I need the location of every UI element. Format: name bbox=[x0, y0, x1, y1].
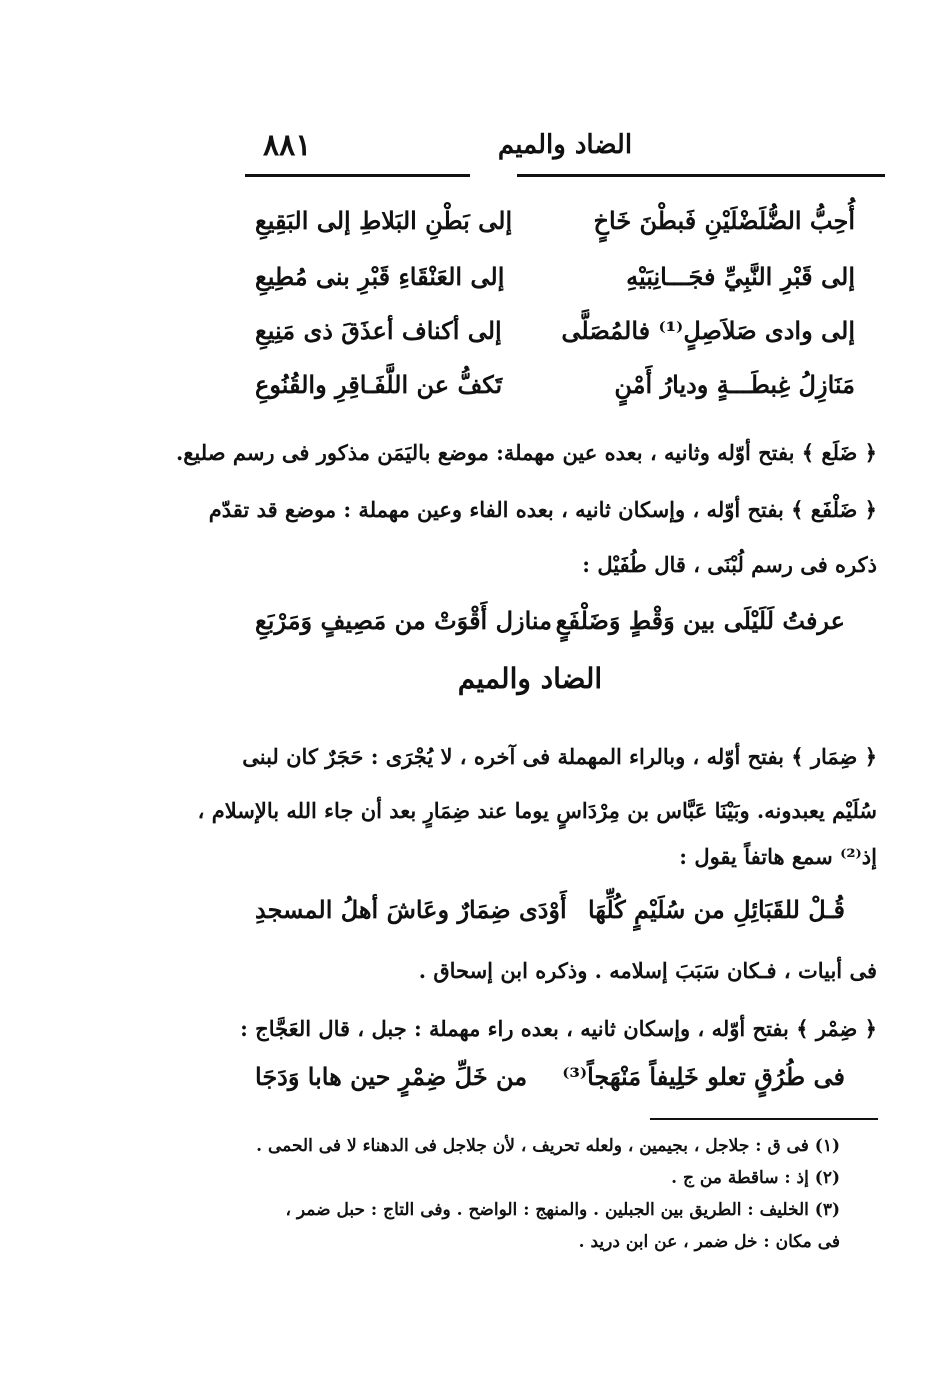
entry-line: إذ⁽²⁾ سمع هاتفاً يقول : bbox=[679, 844, 877, 869]
entry-line: فى أبيات ، فـكان سَبَبَ إسلامه . وذكره ابن إسحاق . bbox=[418, 958, 877, 983]
verse bbox=[255, 316, 855, 356]
entry-line: ﴿ ضَلْفَع ﴾ بفتح أوّله ، وإسكان ثانيه ، بعده الفاء وعين مهملة : موضع قد تقدّم bbox=[208, 497, 877, 522]
footnote: فى مكان : خل ضمر ، عن ابن دريد . bbox=[578, 1232, 840, 1252]
footnote-rule bbox=[650, 1118, 878, 1120]
verse-hemistich-second: تَكفُّ عن اللَّفَـاقِرِ والقُنُوعِ bbox=[255, 370, 503, 399]
entry-line: سُلَيْم يعبدونه. وبَيْنَا عَبَّاس بن مِرْدَاسٍ يوما عند ضِمَارٍ بعد أن جاء الله بالإسلام ، bbox=[197, 798, 877, 823]
verse-hemistich-first: إلى وادى صَلاَصِلٍ⁽¹⁾ فالمُصَلَّى bbox=[561, 316, 855, 345]
page-header bbox=[245, 120, 885, 182]
page-number: ٨٨١ bbox=[263, 128, 312, 163]
footnote: (١) فى ق : جلاجل ، بجيمين ، ولعله تحريف ، لأن جلاجل فى الدهناء لا فى الحمى . bbox=[256, 1136, 840, 1156]
footnote: (٣) الخليف : الطريق بين الجبلين . والمنهج : الواضح . وفى التاج : حبل ضمر ، bbox=[285, 1200, 840, 1220]
footnote: (٢) إذ : ساقطة من ج . bbox=[671, 1168, 840, 1188]
entry-line: ﴿ ضِمَار ﴾ بفتح أوّله ، وبالراء المهملة فى آخره ، لا يُجْرَى : حَجَرٌ كان لبنى bbox=[242, 744, 877, 769]
header-rule-right bbox=[517, 174, 885, 177]
header-rule-left bbox=[245, 174, 470, 177]
section-heading: الضاد والميم bbox=[457, 662, 603, 695]
verse-hemistich-second: أَوْدَى ضِمَارٌ وعَاشَ أهلُ المسجدِ bbox=[255, 895, 567, 924]
verse-hemistich-first: أُحِبُّ الضُّلَضْلَيْنِ فَبطْنَ خَاخٍ bbox=[593, 206, 855, 235]
verse-hemistich-first: عرفتُ لَلَيْلَى بين وَقْطٍ وَضَلْفَعٍ bbox=[555, 606, 845, 635]
entry-line: ﴿ ضِمْر ﴾ بفتح أوّله ، وإسكان ثانيه ، بعده راء مهملة : جبل ، قال العَجَّاج : bbox=[240, 1016, 877, 1041]
verse-hemistich-second: منازل أَقْوَتْ من مَصِيفٍ وَمَرْبَعِ bbox=[255, 606, 553, 635]
verse-hemistich-first: مَنَازِلُ غِبطَـــةٍ وديارُ أَمْنٍ bbox=[614, 370, 855, 399]
entry-line: ذكره فى رسم لُبْنَى ، قال طُفَيْل : bbox=[582, 552, 877, 577]
verse bbox=[255, 1062, 845, 1102]
verse bbox=[255, 606, 845, 646]
verse bbox=[255, 262, 855, 302]
verse-hemistich-first: فى طُرُقٍ تعلو خَلِيفاً مَنْهَجاً⁽³⁾ bbox=[562, 1062, 845, 1091]
verse bbox=[255, 370, 855, 410]
running-title: الضاد والميم bbox=[497, 130, 633, 160]
verse-hemistich-second: إلى أكناف أعذَقَ ذى مَنِيعِ bbox=[255, 316, 502, 345]
entry-line: ﴿ ضَلَع ﴾ بفتح أوّله وثانيه ، بعده عين مهملة: موضع باليَمَن مذكور فى رسم صليع. bbox=[175, 440, 877, 465]
verse-hemistich-first: قُـلْ للقَبَائِلِ من سُلَيْمٍ كُلِّهَا bbox=[587, 895, 845, 924]
verse-hemistich-second: من خَلِّ ضِمْرٍ حين هابا وَدَجَا bbox=[255, 1062, 528, 1091]
verse bbox=[255, 206, 855, 246]
verse bbox=[255, 895, 845, 935]
verse-hemistich-second: إلى بَطْنِ البَلاطِ إلى البَقِيعِ bbox=[255, 206, 513, 235]
verse-hemistich-second: إلى العَنْقَاءِ قَبْرِ بنى مُطِيعِ bbox=[255, 262, 505, 291]
verse-hemistich-first: إلى قَبْرِ النَّبِيِّ فجَـــانِبَيْهِ bbox=[626, 262, 855, 291]
